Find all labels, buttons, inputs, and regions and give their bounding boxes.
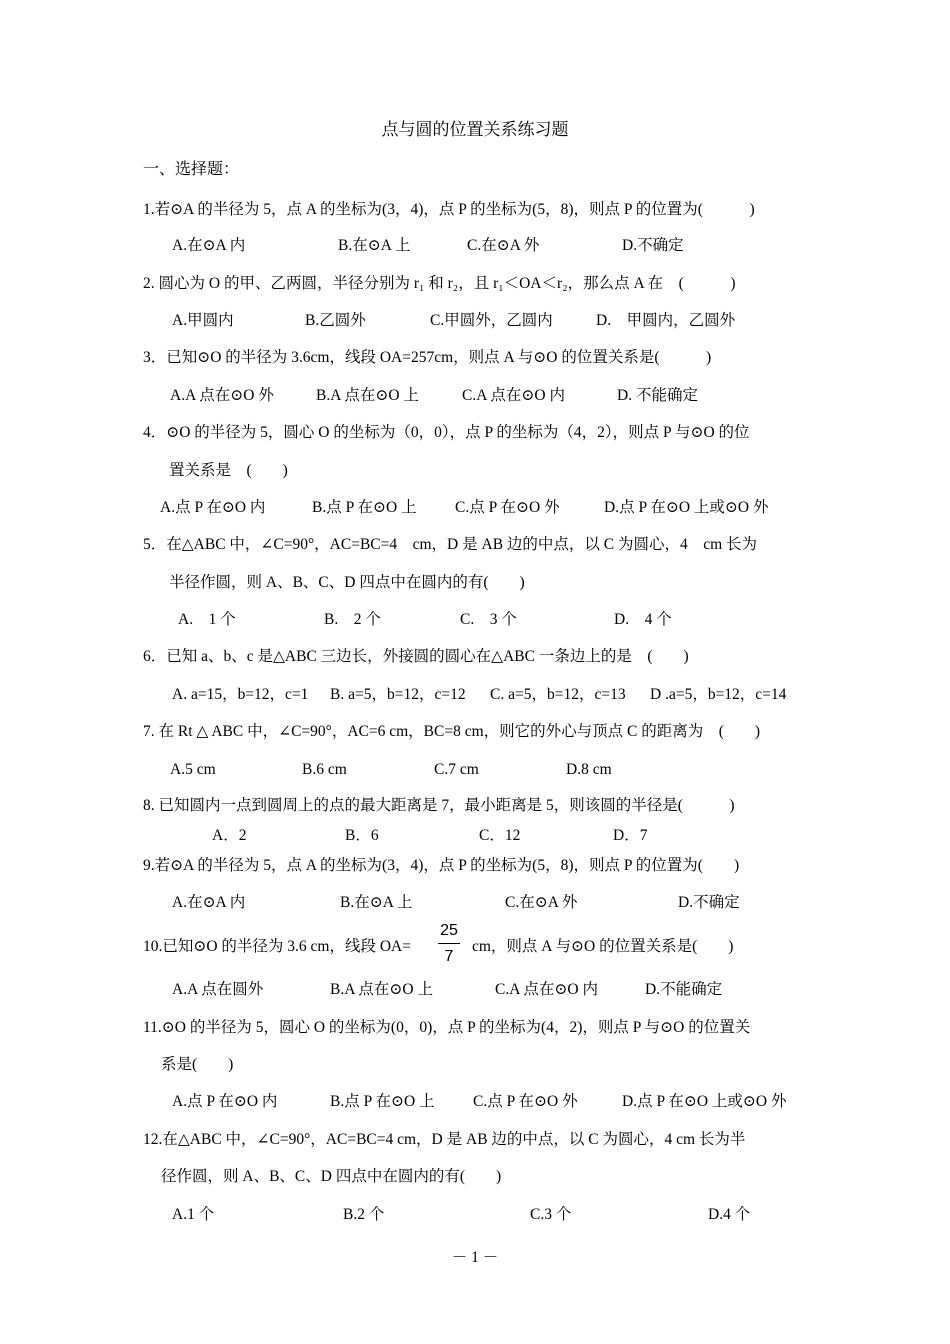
question-3: 3．已知⊙O 的半径为 3.6cm，线段 OA=257cm，则点 A 与⊙O 的位置关系是( )	[143, 349, 712, 366]
q4-option-a: A.点 P 在⊙O 内	[160, 499, 266, 516]
q12-option-c: C.3 个	[530, 1206, 572, 1223]
question-12-cont: 径作圆，则 A、B、C、D 四点中在圆内的有( )	[161, 1168, 502, 1185]
q10-option-b: B.A 点在⊙O 上	[330, 981, 433, 998]
question-4-cont: 置关系是 ( )	[169, 462, 288, 479]
q1-option-c: C.在⊙A 外	[467, 237, 540, 254]
question-11-cont: 系是( )	[161, 1056, 234, 1073]
q11-option-d: D.点 P 在⊙O 上或⊙O 外	[622, 1093, 787, 1110]
q9-option-b: B.在⊙A 上	[340, 894, 413, 911]
q7-option-c: C.7 cm	[434, 761, 479, 778]
question-10: 10.已知⊙O 的半径为 3.6 cm，线段 OA=	[143, 938, 411, 955]
q4-option-d: D.点 P 在⊙O 上或⊙O 外	[604, 499, 769, 516]
q8-option-c: C．12	[479, 827, 521, 844]
q11-option-b: B.点 P 在⊙O 上	[330, 1093, 435, 1110]
question-10-rest: cm，则点 A 与⊙O 的位置关系是( )	[472, 938, 734, 955]
q6-option-d: D .a=5，b=12，c=14	[650, 686, 787, 703]
section-heading: 一、选择题：	[143, 161, 240, 178]
page-title: 点与圆的位置关系练习题	[381, 120, 569, 139]
q9-option-c: C.在⊙A 外	[505, 894, 578, 911]
q9-option-a: A.在⊙A 内	[172, 894, 246, 911]
fraction-25-over-7	[438, 921, 460, 969]
q2-option-a: A.甲圆内	[172, 312, 234, 329]
question-4: 4．⊙O 的半径为 5，圆心 O 的坐标为（0，0），点 P 的坐标为（4，2），则点 P 与⊙O 的位	[143, 424, 750, 441]
q9-option-d: D.不确定	[678, 894, 740, 911]
q7-option-a: A.5 cm	[170, 761, 216, 778]
q1-option-d: D.不确定	[622, 237, 684, 254]
q10-option-c: C.A 点在⊙O 内	[495, 981, 598, 998]
fraction-denominator: 7	[444, 948, 454, 965]
fraction-numerator: 25	[440, 922, 458, 939]
q11-option-c: C.点 P 在⊙O 外	[473, 1093, 578, 1110]
page-number: － 1 －	[451, 1249, 499, 1266]
q6-option-a: A. a=15，b=12，c=1	[172, 686, 309, 703]
q3-option-d: D. 不能确定	[617, 387, 698, 404]
q7-option-d: D.8 cm	[566, 761, 612, 778]
q8-option-b: B．6	[345, 827, 379, 844]
q12-option-a: A.1 个	[172, 1206, 215, 1223]
question-2: 2. 圆心为 O 的甲、乙两圆，半径分别为 r₁ 和 r₂，且 r₁＜OA＜r₂，那么点 A 在 ( )	[143, 275, 736, 292]
question-9: 9.若⊙A 的半径为 5，点 A 的坐标为(3，4)，点 P 的坐标为(5，8)，则点 P 的位置为( )	[143, 857, 740, 874]
q5-option-c: C. 3 个	[460, 611, 517, 628]
q12-option-b: B.2 个	[343, 1206, 385, 1223]
q4-option-b: B.点 P 在⊙O 上	[312, 499, 417, 516]
q8-option-a: A．2	[212, 827, 247, 844]
question-6: 6．已知 a、b、c 是△ABC 三边长，外接圆的圆心在△ABC 一条边上的是 ( )	[143, 648, 689, 665]
q1-option-b: B.在⊙A 上	[338, 237, 411, 254]
q1-option-a: A.在⊙A 内	[172, 237, 246, 254]
question-8: 8. 已知圆内一点到圆周上的点的最大距离是 7，最小距离是 5，则该圆的半径是( )	[143, 797, 735, 814]
fraction-bar	[438, 943, 460, 944]
q11-option-a: A.点 P 在⊙O 内	[172, 1093, 278, 1110]
q7-option-b: B.6 cm	[302, 761, 347, 778]
q2-option-c: C.甲圆外，乙圆内	[430, 312, 553, 329]
q5-option-a: A. 1 个	[178, 611, 236, 628]
question-5: 5．在△ABC 中，∠C=90°，AC=BC=4 cm，D 是 AB 边的中点，以 C 为圆心，4 cm 长为	[143, 536, 758, 553]
q8-option-d: D．7	[613, 827, 648, 844]
question-1: 1.若⊙A 的半径为 5，点 A 的坐标为(3，4)，点 P 的坐标为(5，8)，则点 P 的位置为( )	[143, 201, 755, 218]
q10-option-a: A.A 点在圆外	[172, 981, 264, 998]
q12-option-d: D.4 个	[708, 1206, 751, 1223]
q3-option-b: B.A 点在⊙O 上	[316, 387, 419, 404]
question-11: 11.⊙O 的半径为 5，圆心 O 的坐标为(0，0)，点 P 的坐标为(4，2)，则点 P 与⊙O 的位置关	[143, 1019, 751, 1036]
q3-option-c: C.A 点在⊙O 内	[462, 387, 565, 404]
question-7: 7. 在 Rt △ ABC 中，∠C=90°，AC=6 cm，BC=8 cm，则它的外心与顶点 C 的距离为 ( )	[143, 723, 761, 740]
q6-option-c: C. a=5，b=12，c=13	[490, 686, 626, 703]
q5-option-b: B. 2 个	[324, 611, 381, 628]
q2-option-d: D. 甲圆内，乙圆外	[596, 312, 736, 329]
q3-option-a: A.A 点在⊙O 外	[170, 387, 274, 404]
question-12: 12.在△ABC 中，∠C=90°，AC=BC=4 cm，D 是 AB 边的中点，以 C 为圆心，4 cm 长为半	[143, 1131, 746, 1148]
q2-option-b: B.乙圆外	[305, 312, 366, 329]
q5-option-d: D. 4 个	[614, 611, 672, 628]
q6-option-b: B. a=5，b=12，c=12	[330, 686, 466, 703]
q4-option-c: C.点 P 在⊙O 外	[455, 499, 560, 516]
question-5-cont: 半径作圆，则 A、B、C、D 四点中在圆内的有( )	[169, 574, 525, 591]
q10-option-d: D.不能确定	[645, 981, 723, 998]
